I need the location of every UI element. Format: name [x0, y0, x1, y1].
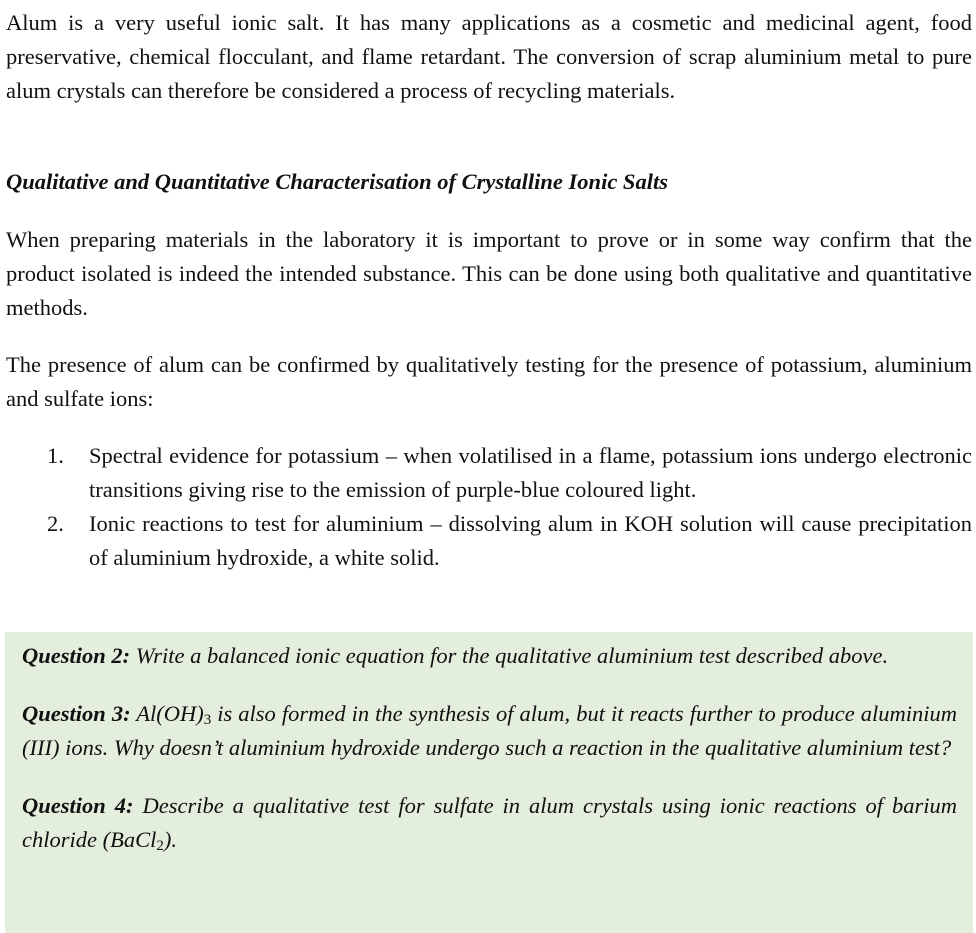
presence-paragraph: The presence of alum can be confirmed by qualitatively testing for the presence of potassium, aluminium and sulfate ions: — [6, 352, 972, 411]
question-text: is also formed in the synthesis of alum, but it reacts further to produce aluminium (III) ions. Why doesn’t aluminium hydroxide undergo such a reaction in the qualitative aluminium test? — [22, 701, 958, 760]
list-item — [0, 507, 972, 575]
question-text-end: ). — [163, 827, 177, 852]
list-item — [0, 439, 972, 507]
question-3 — [22, 697, 957, 765]
intro-paragraph: Alum is a very useful ionic salt. It has many applications as a cosmetic and medicinal agent, food preservative, chemical flocculant, and flame retardant. The conversion of scrap aluminium metal to pure alum crystals can therefore be considered a process of recycling materials. — [6, 10, 972, 103]
qualitative-tests-list — [0, 439, 972, 575]
question-label: Question 3: — [22, 701, 131, 726]
question-label: Question 4: — [22, 793, 134, 818]
question-label: Question 2: — [22, 643, 131, 668]
question-4 — [22, 789, 957, 857]
question-text: Describe a qualitative test for sulfate in alum crystals using ionic reactions of barium chloride ( — [22, 793, 958, 852]
list-item-number: 2. — [47, 511, 64, 536]
preparation-paragraph: When preparing materials in the laboratory it is important to prove or in some way confirm that the product isolated is indeed the intended substance. This can be done using both qualitative and quantitative methods. — [6, 227, 972, 320]
section-heading: Qualitative and Quantitative Characterisation of Crystalline Ionic Salts — [6, 169, 668, 194]
chemical-formula — [136, 701, 211, 726]
list-item-text: Spectral evidence for potassium – when volatilised in a flame, potassium ions undergo electronic transitions giving rise to the emission of purple-blue coloured light. — [89, 443, 972, 502]
list-item-number: 1. — [47, 443, 64, 468]
formula-main: BaCl — [110, 827, 157, 852]
question-text: Write a balanced ionic equation for the qualitative aluminium test described above. — [135, 643, 889, 668]
formula-subscript: 3 — [203, 712, 212, 728]
formula-subscript: 2 — [156, 838, 164, 854]
question-2 — [22, 639, 957, 673]
formula-main: Al(OH) — [136, 701, 204, 726]
list-item-text: Ionic reactions to test for aluminium – dissolving alum in KOH solution will cause precipitation of aluminium hydroxide, a white solid. — [89, 511, 972, 570]
chemical-formula — [110, 827, 164, 852]
questions-box — [5, 632, 973, 933]
